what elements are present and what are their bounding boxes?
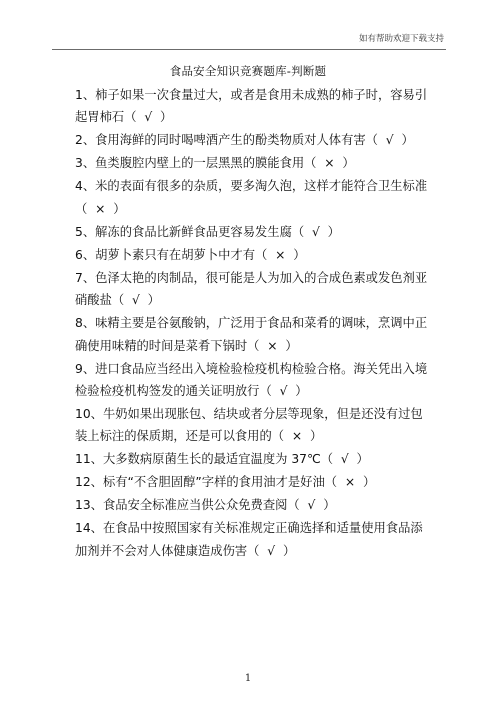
question-number: 10、 (75, 407, 103, 422)
question-text: 在食品中按照国家有关标准规定正确选择和适量使用食品添加剂并不会对人体健康造成伤害（ (75, 521, 423, 558)
question-item (75, 448, 429, 470)
question-number: 7、 (75, 270, 96, 285)
question-number: 3、 (75, 156, 96, 171)
question-number: 1、 (75, 88, 96, 102)
question-answer: × ） (259, 338, 298, 353)
question-answer: √ ） (124, 293, 160, 308)
question-item (75, 403, 429, 448)
question-answer: √ ） (299, 498, 336, 513)
question-answer: × ） (284, 429, 323, 444)
question-text: 胡萝卜素只有在胡萝卜中才有（ (95, 247, 268, 262)
question-answer: × ） (267, 247, 306, 262)
question-item (75, 244, 429, 266)
question-item (75, 175, 429, 220)
question-number: 11、 (75, 452, 103, 467)
header-divider (52, 49, 446, 50)
question-number: 13、 (75, 498, 103, 513)
question-number: 12、 (75, 475, 103, 490)
question-number: 8、 (75, 316, 96, 331)
question-item (75, 312, 429, 357)
question-item (75, 471, 429, 493)
question-answer: × ） (316, 156, 355, 171)
question-answer: √ ） (271, 384, 308, 399)
question-list (75, 84, 429, 562)
document-title: 食品安全知识竞赛题库-判断题 (169, 64, 327, 78)
question-item (75, 152, 429, 174)
question-item (75, 221, 429, 243)
question-answer: √ ） (304, 224, 340, 239)
question-text: 食用海鲜的同时喝啤酒产生的酚类物质对人体有害（ (95, 133, 378, 148)
question-item (75, 84, 429, 129)
question-item (75, 129, 429, 151)
question-number: 5、 (75, 224, 96, 239)
question-item (75, 494, 429, 516)
question-item (75, 517, 429, 562)
question-text: 大多数病原菌生长的最适宜温度为 37℃（ (102, 452, 334, 467)
question-number: 6、 (75, 247, 96, 262)
question-text: 食品安全标准应当供公众免费查阅（ (102, 498, 300, 513)
question-answer: √ ） (377, 133, 414, 148)
question-answer: √ ） (259, 543, 296, 558)
question-answer: × ） (87, 201, 126, 216)
question-text: 味精主要是谷氨酸钠，广泛用于食品和菜肴的调味，烹调中正确使用味精的时间是菜肴下锅时（ (75, 316, 428, 353)
question-number: 4、 (75, 179, 96, 194)
page-number: 1 (244, 673, 252, 684)
question-number: 14、 (75, 521, 103, 536)
question-text: 色泽太艳的肉制品，很可能是人为加入的合成色素或发色剂亚硝酸盐（ (75, 270, 428, 308)
question-item (75, 267, 429, 312)
question-answer: √ ） (333, 452, 369, 467)
question-text: 鱼类腹腔内壁上的一层黑黑的膜能食用（ (95, 156, 317, 171)
question-text: 进口食品应当经出入境检验检疫机构检验合格。海关凭出入境检验检疫机构签发的通关证明放行（ (75, 361, 428, 399)
question-number: 2、 (75, 133, 96, 148)
question-answer: × ） (337, 475, 376, 490)
page-header-note: 如有帮助欢迎下载支持 (358, 34, 444, 44)
question-text: 牛奶如果出现胀包、结块或者分层等现象，但是还没有过包装上标注的保质期，还是可以食用的（ (75, 407, 423, 444)
question-number: 9、 (75, 361, 96, 376)
question-item (75, 358, 429, 403)
question-text: 解冻的食品比新鲜食品更容易发生腐（ (95, 224, 305, 239)
question-text: 柿子如果一次食量过大，或者是食用未成熟的柿子时，容易引起胃柿石（ (75, 88, 428, 125)
question-text: 标有“不含胆固醇”字样的食用油才是好油（ (102, 475, 338, 490)
question-text: 米的表面有很多的杂质，要多淘久泡，这样才能符合卫生标准（ (75, 179, 428, 216)
question-answer: √ ） (136, 110, 173, 125)
